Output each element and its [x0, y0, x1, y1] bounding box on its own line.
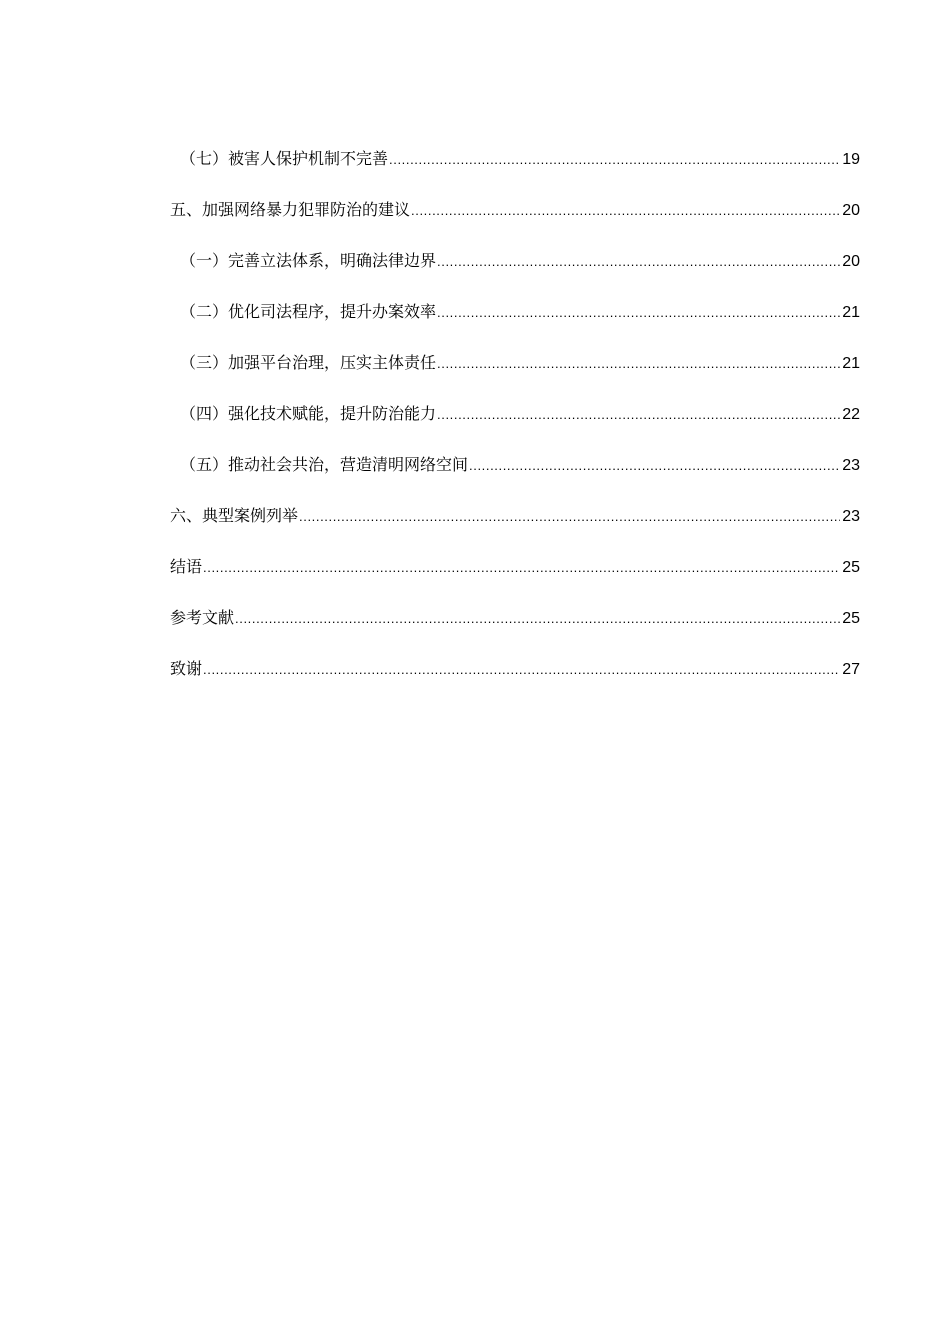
dot-leader	[299, 500, 840, 534]
table-of-contents	[170, 142, 860, 703]
toc-entry[interactable]	[170, 193, 860, 244]
toc-page-number: 27	[842, 661, 860, 678]
toc-entry-title: （五）推动社会共治，营造清明网络空间	[180, 455, 469, 474]
dot-leader	[437, 398, 840, 432]
dot-leader	[203, 551, 840, 585]
dot-leader	[203, 653, 840, 687]
toc-entry-title: （二）优化司法程序，提升办案效率	[180, 302, 437, 321]
dot-leader	[437, 296, 840, 330]
toc-entry-title: （七）被害人保护机制不完善	[180, 149, 389, 168]
toc-entry[interactable]	[170, 448, 860, 499]
toc-page-number: 25	[842, 610, 860, 627]
toc-entry-title: 结语	[170, 557, 203, 576]
toc-entry[interactable]	[170, 550, 860, 601]
toc-entry[interactable]	[170, 499, 860, 550]
toc-page-number: 21	[842, 355, 860, 372]
toc-entry-title: （一）完善立法体系，明确法律边界	[180, 251, 437, 270]
dot-leader	[411, 194, 840, 228]
toc-entry-title: 六、典型案例列举	[170, 506, 299, 525]
dot-leader	[437, 347, 840, 381]
toc-entry-title: （三）加强平台治理，压实主体责任	[180, 353, 437, 372]
toc-page-number: 23	[842, 508, 860, 525]
toc-entry-title: （四）强化技术赋能，提升防治能力	[180, 404, 437, 423]
toc-entry[interactable]	[170, 244, 860, 295]
toc-page-number: 20	[842, 253, 860, 270]
toc-page-number: 22	[842, 406, 860, 423]
toc-entry[interactable]	[170, 601, 860, 652]
toc-entry-title: 参考文献	[170, 608, 235, 627]
dot-leader	[469, 449, 840, 483]
toc-page-number: 25	[842, 559, 860, 576]
toc-page-number: 21	[842, 304, 860, 321]
toc-page-number: 23	[842, 457, 860, 474]
dot-leader	[235, 602, 840, 636]
toc-entry[interactable]	[170, 397, 860, 448]
dot-leader	[389, 143, 840, 177]
toc-entry-title: 致谢	[170, 659, 203, 678]
toc-page-number: 19	[842, 151, 860, 168]
toc-entry[interactable]	[170, 142, 860, 193]
toc-entry-title: 五、加强网络暴力犯罪防治的建议	[170, 200, 411, 219]
toc-entry[interactable]	[170, 295, 860, 346]
toc-entry[interactable]	[170, 652, 860, 703]
dot-leader	[437, 245, 840, 279]
toc-page-number: 20	[842, 202, 860, 219]
toc-entry[interactable]	[170, 346, 860, 397]
